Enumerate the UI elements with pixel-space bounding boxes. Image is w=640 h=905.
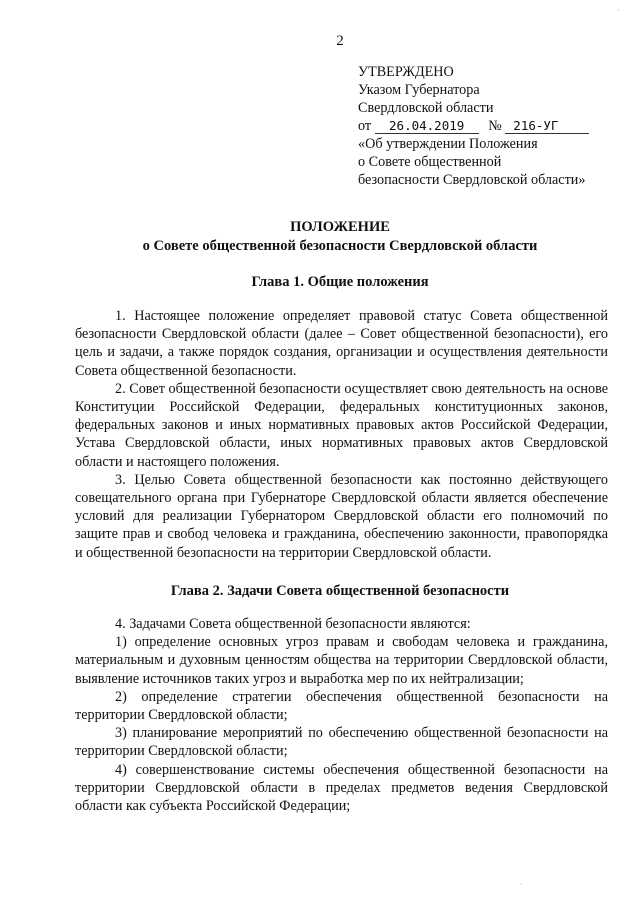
scan-speck: · xyxy=(617,6,620,15)
approval-subject-2: о Совете общественной xyxy=(358,154,502,170)
from-label: от xyxy=(358,118,372,134)
list-item-4: 4) совершенствование системы обеспечения общественной безопасности на территории Свердловской области в пределах предметов ведения Свердловской области как субъекта Российской Федерации; xyxy=(75,761,608,815)
scan-speck: · xyxy=(520,880,523,889)
approval-subject-1: «Об утверждении Положения xyxy=(358,136,538,152)
list-item-2: 2) определение стратегии обеспечения общественной безопасности на территории Свердловской области; xyxy=(75,688,608,724)
decree-date: 26.04.2019 xyxy=(375,118,479,134)
decree-number: 216-УГ xyxy=(505,118,589,134)
approval-subject-3: безопасности Свердловской области» xyxy=(358,172,586,188)
paragraph-3: 3. Целью Совета общественной безопасности как постоянно действующего совещательного органа при Губернаторе Свердловской области является обеспечение условий для реализации Губернатором Свердловской области его полномочий по защите прав и свобод человека и гражданина, обеспечению законности, правопорядка и общественной безопасности на территории Свердловской области. xyxy=(75,471,608,561)
paragraph-2: 2. Совет общественной безопасности осуществляет свою деятельность на основе Конституции Российской Федерации, федеральных конституционных законов, федеральных законов и иных нормативных правовых актов Российской Федерации, Устава Свердловской области, иных нормативных правовых актов Свердловской области и настоящего положения. xyxy=(75,380,608,470)
chapter-1-heading: Глава 1. Общие положения xyxy=(251,274,429,290)
chapter-2-heading: Глава 2. Задачи Совета общественной безопасности xyxy=(170,583,510,599)
approval-heading: УТВЕРЖДЕНО xyxy=(358,64,454,80)
document-subtitle: о Совете общественной безопасности Свердловской области xyxy=(142,238,538,254)
approval-stamp xyxy=(358,63,589,189)
approval-decree: Указом Губернатора xyxy=(358,82,480,98)
list-item-1: 1) определение основных угроз правам и свободам человека и гражданина, материальным и духовным ценностям общества на территории Свердловской области, выявление источников таких угроз и выработка мер по их нейтрализации; xyxy=(75,634,608,687)
approval-region: Свердловской области xyxy=(358,100,494,116)
list-item-3: 3) планирование мероприятий по обеспечению общественной безопасности на территории Свердловской области; xyxy=(75,725,608,760)
document-title: ПОЛОЖЕНИЕ xyxy=(290,219,390,235)
number-label: № xyxy=(488,118,502,134)
page-number: 2 xyxy=(336,33,344,49)
paragraph-1: 1. Настоящее положение определяет правовой статус Совета общественной безопасности Свердловской области (далее – Совет общественной безопасности), его цель и задачи, а также порядок создания, организации и осуществления деятельности Совета общественной безопасности. xyxy=(75,308,608,379)
chapter-1-body xyxy=(75,307,608,562)
chapter-2-body xyxy=(75,615,608,815)
approval-date-line xyxy=(358,117,589,135)
paragraph-4: 4. Задачами Совета общественной безопасности являются: xyxy=(115,616,471,632)
